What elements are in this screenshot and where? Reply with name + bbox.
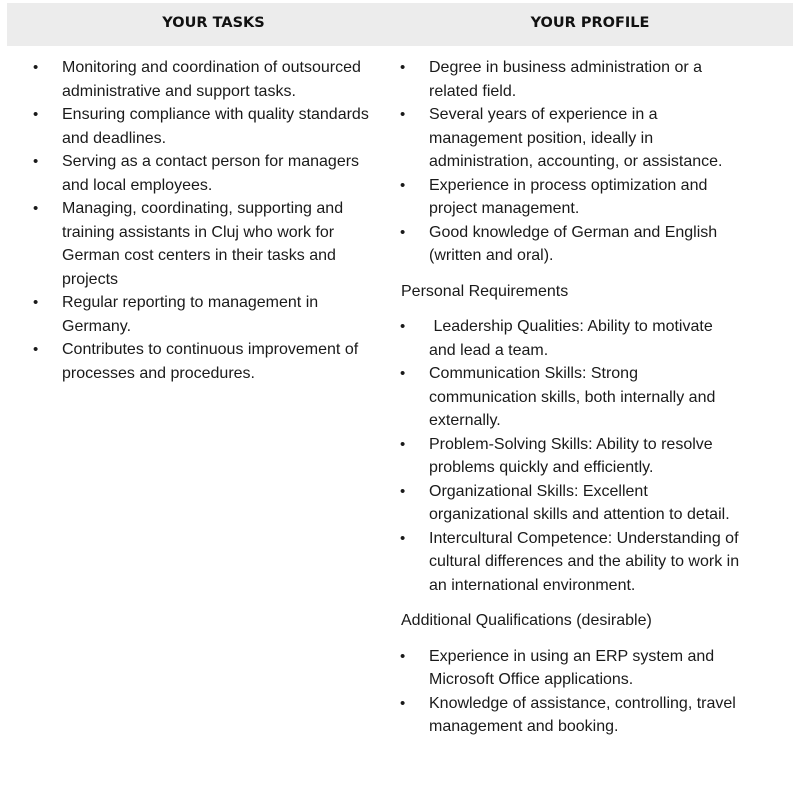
additional-qualifications-heading: Additional Qualifications (desirable) xyxy=(401,612,652,629)
bullet-icon: • xyxy=(33,200,39,217)
list-item xyxy=(397,174,742,221)
list-item-text: Leadership Qualities: Ability to motivate and lead a team. xyxy=(429,318,718,359)
list-item xyxy=(30,103,386,150)
list-item xyxy=(397,221,742,268)
list-item xyxy=(397,645,742,692)
list-item xyxy=(397,362,742,433)
bullet-icon: • xyxy=(400,435,406,453)
list-item-text: Experience in using an ERP system and Microsoft Office applications. xyxy=(429,647,715,688)
list-item xyxy=(397,433,742,480)
list-item-text: Knowledge of assistance, controlling, travel management and booking. xyxy=(429,694,736,735)
list-item xyxy=(397,692,742,739)
bullet-icon: • xyxy=(400,223,406,241)
table-header-row xyxy=(7,3,793,46)
bullet-icon: • xyxy=(400,529,406,547)
list-item-text: Degree in business administration or a related field. xyxy=(429,59,703,100)
list-item-text: Managing, coordinating, supporting and training assistants in Cluj who work for German cost centers in their tasks and projects xyxy=(62,200,344,288)
bullet-icon: • xyxy=(400,365,406,382)
list-item-text: Serving as a contact person for managers and local employees. xyxy=(62,153,360,194)
list-item xyxy=(397,527,742,598)
list-item xyxy=(30,338,386,385)
list-item xyxy=(397,315,742,362)
tasks-column-header: YOUR TASKS xyxy=(162,15,265,31)
bullet-icon: • xyxy=(400,647,406,665)
list-item-text: Ensuring compliance with quality standards and deadlines. xyxy=(62,106,369,147)
list-item-text: Organizational Skills: Excellent organizational skills and attention to detail. xyxy=(429,482,730,523)
list-item-text: Communication Skills: Strong communication skills, both internally and externally. xyxy=(429,365,716,429)
list-item xyxy=(397,103,742,174)
bullet-icon: • xyxy=(400,318,406,335)
bullet-icon: • xyxy=(400,106,406,123)
list-item-text: Intercultural Competence: Understanding of cultural differences and the ability to work in an international environment. xyxy=(429,529,740,594)
list-item-text: Regular reporting to management in Germany. xyxy=(62,294,319,335)
list-item xyxy=(30,150,386,197)
bullet-icon: • xyxy=(400,176,406,194)
bullet-icon: • xyxy=(400,694,406,712)
bullet-icon: • xyxy=(33,153,39,170)
profile-column xyxy=(397,56,742,739)
list-item-text: Several years of experience in a management position, ideally in administration, accounting, or assistance. xyxy=(429,106,723,170)
list-item xyxy=(30,56,386,103)
profile-column-header: YOUR PROFILE xyxy=(530,15,650,31)
tasks-column xyxy=(30,56,386,385)
list-item xyxy=(397,56,742,103)
bullet-icon: • xyxy=(33,341,39,358)
list-item xyxy=(30,197,386,291)
tasks-list xyxy=(30,56,386,385)
additional-qualifications-list xyxy=(397,645,742,739)
list-item-text: Good knowledge of German and English (written and oral). xyxy=(429,223,718,264)
personal-requirements-list xyxy=(397,315,742,597)
list-item-text: Contributes to continuous improvement of processes and procedures. xyxy=(62,341,359,382)
list-item-text: Monitoring and coordination of outsourced administrative and support tasks. xyxy=(62,59,361,100)
list-item xyxy=(30,291,386,338)
bullet-icon: • xyxy=(400,59,406,76)
profile-list xyxy=(397,56,742,268)
bullet-icon: • xyxy=(33,294,39,311)
list-item-text: Problem-Solving Skills: Ability to resolve problems quickly and efficiently. xyxy=(429,435,713,476)
bullet-icon: • xyxy=(33,59,39,76)
bullet-icon: • xyxy=(400,482,406,500)
list-item xyxy=(397,480,742,527)
list-item-text: Experience in process optimization and project management. xyxy=(429,176,708,217)
personal-requirements-heading: Personal Requirements xyxy=(401,282,569,300)
bullet-icon: • xyxy=(33,106,39,123)
